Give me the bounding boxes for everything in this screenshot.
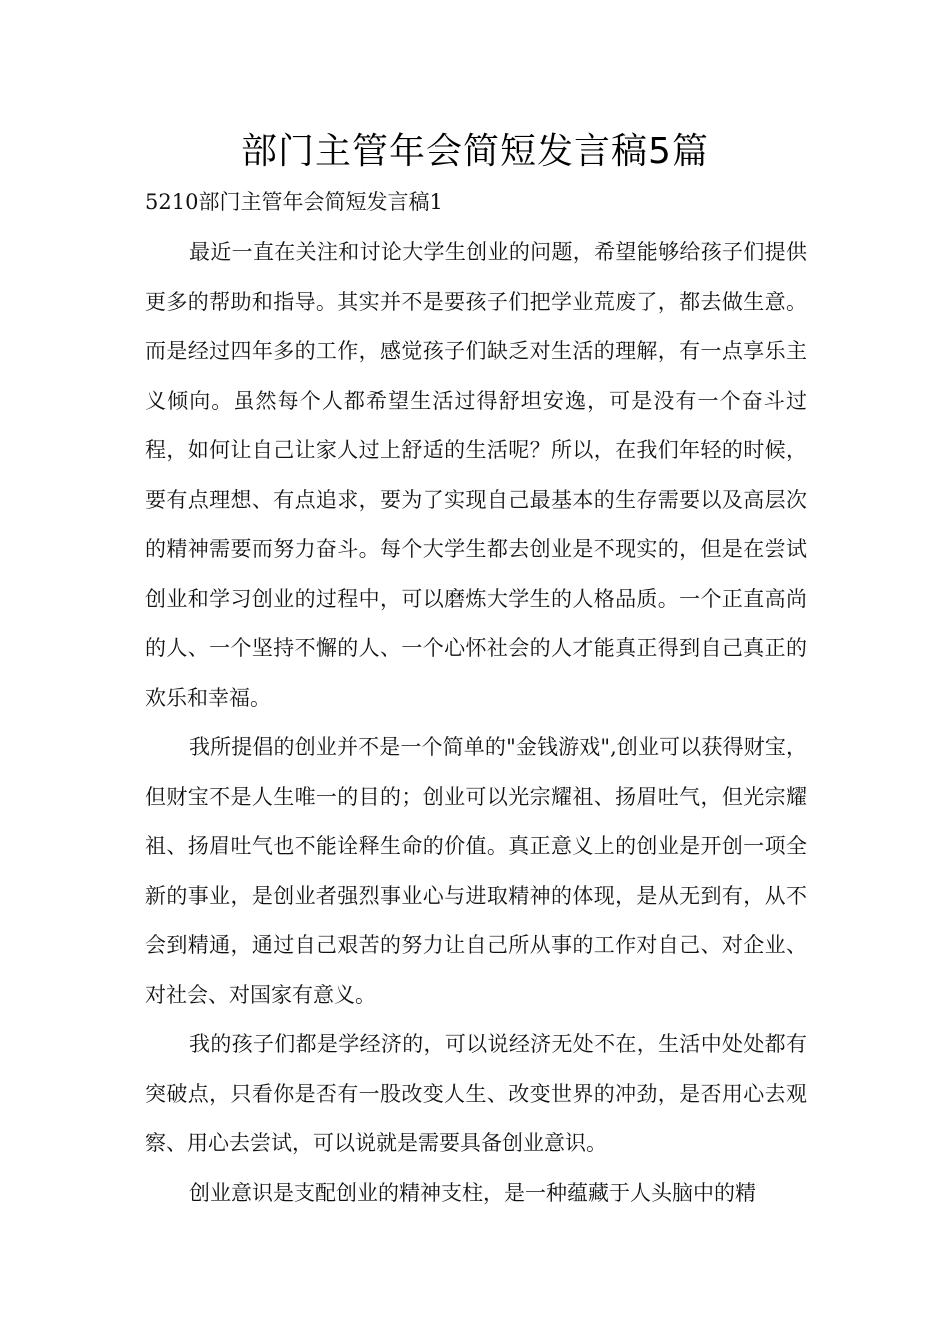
paragraph-1: 最近一直在关注和讨论大学生创业的问题，希望能够给孩子们提供更多的帮助和指导。其实并不是要孩子们把学业荒废了，都去做生意。而是经过四年多的工作，感觉孩子们缺乏对生活的理解，有一点享乐主义倾向。虽然每个人都希望生活过得舒坦安逸，可是没有一个奋斗过程，如何让自己让家人过上舒适的生活呢？所以，在我们年轻的时候，要有点理想、有点追求，要为了实现自己最基本的生存需要以及高层次的精神需要而努力奋斗。每个大学生都去创业是不现实的，但是在尝试创业和学习创业的过程中，可以磨炼大学生的人格品质。一个正直高尚的人、一个坚持不懈的人、一个心怀社会的人才能真正得到自己真正的欢乐和幸福。	[145, 240, 807, 710]
document-body	[145, 228, 807, 1218]
paragraph-4: 创业意识是支配创业的精神支柱，是一种蕴藏于人头脑中的精	[189, 1180, 756, 1205]
paragraph-2: 我所提倡的创业并不是一个简单的"金钱游戏",创业可以获得财宝，但财宝不是人生唯一的目的；创业可以光宗耀祖、扬眉吐气，但光宗耀祖、扬眉吐气也不能诠释生命的价值。真正意义上的创业是开创一项全新的事业，是创业者强烈事业心与进取精神的体现，是从无到有，从不会到精通，通过自己艰苦的努力让自己所从事的工作对自己、对企业、对社会、对国家有意义。	[145, 735, 807, 1007]
section-heading: 5210部门主管年会简短发言稿1	[145, 190, 443, 214]
paragraph-3: 我的孩子们都是学经济的，可以说经济无处不在，生活中处处都有突破点，只看你是否有一股改变人生、改变世界的冲劲，是否用心去观察、用心去尝试，可以说就是需要具备创业意识。	[145, 1032, 807, 1155]
document-title: 部门主管年会简短发言稿5篇	[241, 131, 709, 172]
